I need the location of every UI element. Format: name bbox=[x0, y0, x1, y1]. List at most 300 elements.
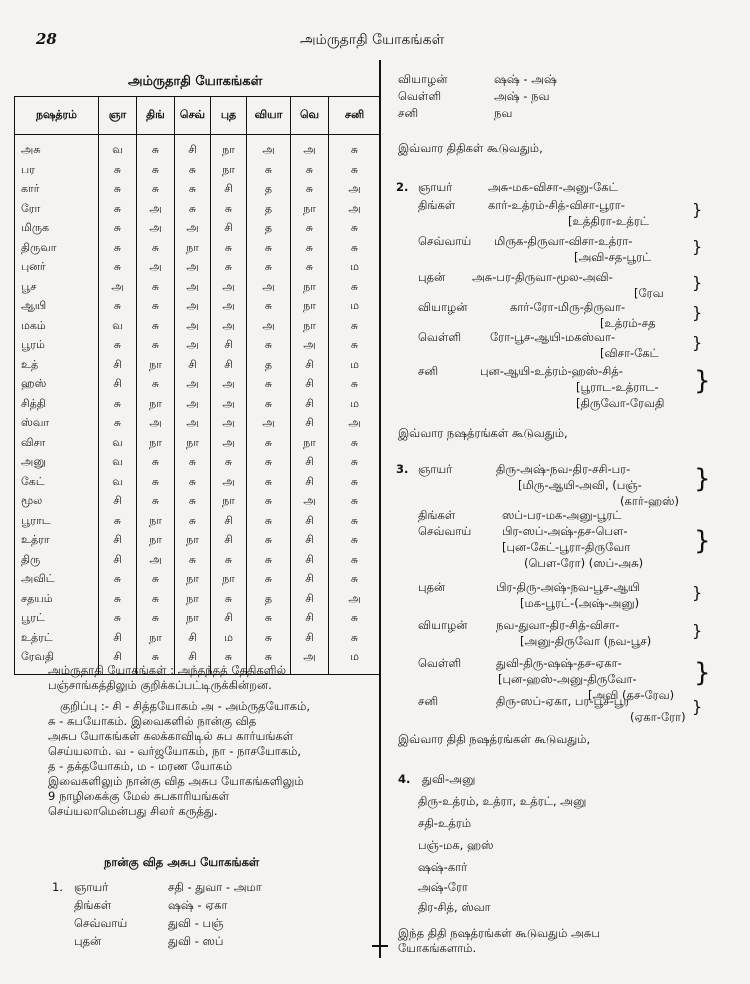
yoga-cell: சு bbox=[211, 590, 247, 610]
table-row bbox=[15, 395, 381, 415]
list3-value-cont: [அவி (தச-ரேவ) bbox=[588, 688, 675, 702]
yoga-cell: அ bbox=[247, 278, 291, 298]
yoga-cell: சு bbox=[137, 278, 175, 298]
table-row bbox=[15, 135, 381, 161]
yoga-cell: சு bbox=[137, 590, 175, 610]
brace: } bbox=[692, 333, 703, 352]
amrutadi-yoga-table bbox=[14, 96, 381, 675]
yoga-cell: சு bbox=[137, 570, 175, 590]
yoga-cell: த bbox=[247, 356, 291, 376]
yoga-cell: நா bbox=[175, 609, 211, 629]
nakshatra-cell: அவிட் bbox=[15, 570, 99, 590]
list3-value-cont: (கார்-ஹஸ்) bbox=[620, 494, 679, 508]
table-row bbox=[15, 590, 381, 610]
table-row bbox=[15, 551, 381, 571]
list2-value-cont: [திருவோ-ரேவதி bbox=[576, 396, 665, 410]
table-row bbox=[15, 570, 381, 590]
yoga-cell: சு bbox=[329, 473, 381, 493]
yoga-cell: சு bbox=[137, 609, 175, 629]
yoga-cell: சி bbox=[291, 590, 329, 610]
yoga-cell: சு bbox=[99, 609, 137, 629]
yoga-cell: சி bbox=[211, 219, 247, 239]
yoga-cell: சு bbox=[175, 161, 211, 181]
nakshatra-cell: சித்தி bbox=[15, 395, 99, 415]
list1-value: ஷஷ் - அஷ் bbox=[494, 72, 557, 86]
yoga-cell: ம bbox=[329, 297, 381, 317]
note-line-6: செய்யலாம். வ - வர்ஜயோகம், நா - நாசயோகம், bbox=[48, 744, 302, 758]
yoga-cell: சு bbox=[211, 258, 247, 278]
yoga-cell: அ bbox=[329, 200, 381, 220]
list2-day: வெள்ளி bbox=[418, 330, 462, 344]
section-title: நான்கு வித அசுப யோகங்கள் bbox=[104, 855, 260, 869]
yoga-cell: அ bbox=[137, 551, 175, 571]
yoga-cell: சு bbox=[247, 434, 291, 454]
yoga-cell: சி bbox=[291, 551, 329, 571]
list3-value-cont: [அனு-திருவோ (நவ-பூச) bbox=[520, 634, 652, 648]
table-row bbox=[15, 375, 381, 395]
yoga-cell: அ bbox=[329, 180, 381, 200]
list2-day: சனி bbox=[418, 364, 439, 378]
list4-line: திரு-உத்ரம், உத்ரா, உத்ரட், அனு bbox=[418, 794, 587, 808]
list2-value-cont: [உத்ரம்-சத bbox=[600, 316, 656, 330]
yoga-cell: அ bbox=[291, 492, 329, 512]
brace: } bbox=[692, 583, 703, 602]
nakshatra-cell: பர bbox=[15, 161, 99, 181]
yoga-cell: சு bbox=[99, 512, 137, 532]
yoga-cell: சு bbox=[329, 531, 381, 551]
yoga-cell: சு bbox=[137, 375, 175, 395]
table-row bbox=[15, 200, 381, 220]
list3-value: பிர-திரு-அஷ்-நவ-பூச-ஆயி bbox=[496, 580, 640, 594]
yoga-cell: சி bbox=[291, 453, 329, 473]
brace: } bbox=[692, 303, 703, 322]
nakshatra-cell: திருவா bbox=[15, 239, 99, 259]
yoga-cell: அ bbox=[99, 278, 137, 298]
nakshatra-cell: அசு bbox=[15, 135, 99, 161]
yoga-cell: சி bbox=[291, 473, 329, 493]
yoga-cell: சி bbox=[99, 648, 137, 674]
yoga-cell: சி bbox=[291, 570, 329, 590]
list3-day: சனி bbox=[418, 694, 439, 708]
yoga-cell: சு bbox=[247, 492, 291, 512]
yoga-cell: சு bbox=[99, 395, 137, 415]
yoga-cell: சு bbox=[137, 492, 175, 512]
yoga-cell: நா bbox=[175, 239, 211, 259]
note-line-2: பஞ்சாங்கத்திலும் குறிக்கப்பட்டிருக்கின்றன. bbox=[48, 678, 272, 692]
brace: } bbox=[692, 200, 703, 219]
yoga-cell: சு bbox=[247, 395, 291, 415]
yoga-cell: வ bbox=[99, 434, 137, 454]
column-divider-foot bbox=[372, 945, 388, 947]
yoga-cell: சு bbox=[329, 609, 381, 629]
yoga-cell: சு bbox=[329, 135, 381, 161]
yoga-cell: சு bbox=[247, 648, 291, 674]
yoga-cell: சு bbox=[329, 629, 381, 649]
table-row bbox=[15, 317, 381, 337]
yoga-cell: சு bbox=[329, 492, 381, 512]
yoga-cell: சு bbox=[329, 512, 381, 532]
list3-value: திரு-ஸப்-ஏகா, பர-பூச-பூர bbox=[496, 694, 630, 708]
yoga-cell: நா bbox=[291, 434, 329, 454]
yoga-cell: வ bbox=[99, 473, 137, 493]
brace: } bbox=[692, 237, 703, 256]
list2-day: செவ்வாய் bbox=[418, 234, 472, 248]
list2-value: ரோ-பூச-ஆயி-மகஸ்வா- bbox=[490, 330, 616, 344]
list1-value: சதி - துவா - அமா bbox=[168, 880, 262, 894]
yoga-cell: அ bbox=[211, 317, 247, 337]
yoga-cell: நா bbox=[211, 135, 247, 161]
yoga-cell: சு bbox=[137, 453, 175, 473]
list1-day: புதன் bbox=[74, 934, 102, 948]
yoga-cell: அ bbox=[291, 135, 329, 161]
yoga-cell: சு bbox=[247, 297, 291, 317]
yoga-cell: சு bbox=[137, 473, 175, 493]
yoga-cell: அ bbox=[291, 648, 329, 674]
yoga-cell: சு bbox=[247, 453, 291, 473]
yoga-cell: வ bbox=[99, 453, 137, 473]
yoga-cell: சி bbox=[175, 648, 211, 674]
yoga-cell: அ bbox=[211, 414, 247, 434]
yoga-cell: சு bbox=[247, 512, 291, 532]
yoga-cell: நா bbox=[211, 492, 247, 512]
yoga-cell: சு bbox=[137, 297, 175, 317]
yoga-cell: சி bbox=[99, 492, 137, 512]
yoga-cell: அ bbox=[175, 395, 211, 415]
yoga-cell: அ bbox=[137, 219, 175, 239]
list2-number: 2. bbox=[396, 180, 409, 194]
yoga-cell: சு bbox=[175, 200, 211, 220]
note-line-9: 9 நாழிகைக்கு மேல் சுபகாரியங்கள் bbox=[48, 789, 230, 803]
yoga-cell: சி bbox=[211, 512, 247, 532]
yoga-cell: வ bbox=[99, 135, 137, 161]
list3-day: ஞாயர் bbox=[418, 462, 453, 476]
yoga-cell: சி bbox=[99, 356, 137, 376]
yoga-cell: சு bbox=[329, 375, 381, 395]
yoga-cell: ம bbox=[329, 356, 381, 376]
yoga-cell: சு bbox=[211, 648, 247, 674]
yoga-cell: சு bbox=[137, 161, 175, 181]
yoga-cell: நா bbox=[291, 317, 329, 337]
nakshatra-cell: உத்ரட் bbox=[15, 629, 99, 649]
yoga-cell: அ bbox=[175, 219, 211, 239]
list3-value-cont: (ஏகா-ரோ) bbox=[630, 710, 686, 724]
yoga-cell: சு bbox=[175, 512, 211, 532]
yoga-cell: சு bbox=[175, 551, 211, 571]
table-row bbox=[15, 492, 381, 512]
yoga-cell: சி bbox=[291, 629, 329, 649]
list1-day: ஞாயர் bbox=[74, 880, 109, 894]
yoga-cell: சு bbox=[247, 375, 291, 395]
list3-day: வெள்ளி bbox=[418, 656, 462, 670]
nakshatra-cell: பூச bbox=[15, 278, 99, 298]
yoga-cell: அ bbox=[211, 297, 247, 317]
yoga-cell: சி bbox=[291, 512, 329, 532]
yoga-cell: த bbox=[247, 590, 291, 610]
table-row bbox=[15, 473, 381, 493]
list3-value-cont: [புன-ஹஸ்-அனு-திருவோ- bbox=[498, 672, 637, 686]
yoga-cell: சு bbox=[211, 453, 247, 473]
list3-value: துவி-திரு-ஷஷ்-தச-ஏகா- bbox=[496, 656, 622, 670]
yoga-cell: நா bbox=[175, 590, 211, 610]
list2-value-cont: [பூராட-உத்ராட- bbox=[576, 380, 659, 394]
table-row bbox=[15, 297, 381, 317]
nakshatra-cell: சதயம் bbox=[15, 590, 99, 610]
yoga-cell: ம bbox=[329, 648, 381, 674]
note-line-4: சு - சுபயோகம். இவைகளில் நான்கு வித bbox=[48, 714, 257, 728]
yoga-cell: சு bbox=[329, 434, 381, 454]
yoga-cell: நா bbox=[175, 570, 211, 590]
list3-day: செவ்வாய் bbox=[418, 524, 472, 538]
yoga-cell: சி bbox=[291, 395, 329, 415]
yoga-cell: சு bbox=[329, 551, 381, 571]
nakshatra-cell: மூல bbox=[15, 492, 99, 512]
yoga-cell: சு bbox=[211, 551, 247, 571]
yoga-cell: சு bbox=[291, 219, 329, 239]
yoga-cell: சு bbox=[99, 161, 137, 181]
list2-value-cont: [ரேவ bbox=[634, 286, 664, 300]
note-line-1: அம்ருதாதி யோகங்கள் : அந்தந்தத் தேதிகளில் bbox=[48, 663, 287, 677]
list1-value: துவி - ஸப் bbox=[168, 934, 224, 948]
yoga-cell: சு bbox=[211, 239, 247, 259]
list1-day: திங்கள் bbox=[74, 898, 112, 912]
yoga-cell: நா bbox=[211, 161, 247, 181]
yoga-cell: அ bbox=[247, 135, 291, 161]
list3-value-cont: [மக-பூரட்-(அஷ்-அனு) bbox=[520, 596, 640, 610]
table-header-row bbox=[15, 97, 381, 135]
yoga-cell: சு bbox=[329, 161, 381, 181]
yoga-cell: த bbox=[247, 200, 291, 220]
yoga-cell: சி bbox=[175, 629, 211, 649]
list1-day: சனி bbox=[398, 106, 419, 120]
list1-value: அஷ் - நவ bbox=[494, 89, 550, 103]
table-row bbox=[15, 219, 381, 239]
list2-footer: இவ்வார நஷத்ரங்கள் கூடுவதும், bbox=[398, 426, 568, 440]
list3-value-cont: [புன-கேட்-பூரா-திருவோ bbox=[502, 540, 631, 554]
yoga-cell: அ bbox=[247, 414, 291, 434]
yoga-cell: சு bbox=[99, 258, 137, 278]
yoga-cell: சு bbox=[247, 336, 291, 356]
yoga-cell: சி bbox=[99, 629, 137, 649]
page-number: 28 bbox=[36, 30, 57, 48]
note-line-3: குறிப்பு :- சி - சித்தயோகம் அ - அம்ருதயோகம், bbox=[60, 699, 310, 713]
list2-value: கார்-உத்ரம்-சித்-விசா-பூரா- bbox=[488, 198, 625, 212]
yoga-cell: சி bbox=[291, 531, 329, 551]
yoga-cell: அ bbox=[137, 414, 175, 434]
yoga-cell: சு bbox=[99, 570, 137, 590]
list2-day: ஞாயர் bbox=[418, 180, 453, 194]
nakshatra-cell: கேட் bbox=[15, 473, 99, 493]
list1-day: வெள்ளி bbox=[398, 89, 442, 103]
list1-value: நவ bbox=[494, 106, 513, 120]
yoga-cell: சி bbox=[211, 609, 247, 629]
yoga-cell: ம bbox=[211, 629, 247, 649]
table-row bbox=[15, 356, 381, 376]
table-row bbox=[15, 609, 381, 629]
nakshatra-cell: விசா bbox=[15, 434, 99, 454]
list2-day: வியாழன் bbox=[418, 300, 468, 314]
column-header: வெ bbox=[291, 97, 329, 135]
note-line-5: அசுப யோகங்கள் கலக்காவிடில் சுப கார்யங்கள் bbox=[48, 729, 294, 743]
yoga-cell: சு bbox=[247, 629, 291, 649]
yoga-cell: நா bbox=[137, 395, 175, 415]
yoga-cell: அ bbox=[137, 258, 175, 278]
yoga-cell: சி bbox=[175, 356, 211, 376]
yoga-cell: சி bbox=[211, 531, 247, 551]
nakshatra-cell: உத்ரா bbox=[15, 531, 99, 551]
yoga-cell: அ bbox=[175, 278, 211, 298]
list4-number: 4. bbox=[398, 772, 411, 786]
yoga-cell: சு bbox=[247, 473, 291, 493]
yoga-cell: அ bbox=[175, 336, 211, 356]
column-header: வியா bbox=[247, 97, 291, 135]
nakshatra-cell: அனு bbox=[15, 453, 99, 473]
column-header: ஞா bbox=[99, 97, 137, 135]
column-header: புத bbox=[211, 97, 247, 135]
yoga-cell: சி bbox=[291, 356, 329, 376]
yoga-cell: சு bbox=[99, 239, 137, 259]
table-row bbox=[15, 453, 381, 473]
nakshatra-cell: ஹஸ் bbox=[15, 375, 99, 395]
nakshatra-cell: ஸ்வா bbox=[15, 414, 99, 434]
yoga-cell: நா bbox=[211, 570, 247, 590]
yoga-cell: சு bbox=[329, 239, 381, 259]
list3-number: 3. bbox=[396, 462, 409, 476]
yoga-cell: சு bbox=[291, 180, 329, 200]
yoga-cell: சு bbox=[99, 219, 137, 239]
nakshatra-cell: ரேவதி bbox=[15, 648, 99, 674]
list2-value-cont: [உத்திரா-உத்ரட் bbox=[568, 214, 649, 228]
nakshatra-cell: மகம் bbox=[15, 317, 99, 337]
yoga-cell: அ bbox=[211, 434, 247, 454]
yoga-cell: அ bbox=[329, 590, 381, 610]
yoga-cell: சு bbox=[329, 317, 381, 337]
yoga-cell: சு bbox=[291, 258, 329, 278]
nakshatra-cell: பூராட bbox=[15, 512, 99, 532]
yoga-cell: அ bbox=[137, 200, 175, 220]
yoga-cell: அ bbox=[175, 375, 211, 395]
list3-value: ஸப்-பர-மக-அனு-பூரட் bbox=[502, 508, 622, 522]
yoga-cell: சு bbox=[99, 297, 137, 317]
note-line-7: த - தக்தயோகம், ம - மரண யோகம் bbox=[48, 759, 233, 773]
list1-day: செவ்வாய் bbox=[74, 916, 128, 930]
table-title: அம்ருதாதி யோகங்கள் bbox=[128, 74, 263, 89]
yoga-cell: நா bbox=[137, 434, 175, 454]
yoga-cell: நா bbox=[137, 629, 175, 649]
running-head: அம்ருதாதி யோகங்கள் bbox=[300, 32, 445, 48]
table-row bbox=[15, 161, 381, 181]
yoga-cell: சி bbox=[99, 375, 137, 395]
yoga-cell: சு bbox=[329, 278, 381, 298]
yoga-cell: சு bbox=[247, 551, 291, 571]
yoga-cell: அ bbox=[211, 375, 247, 395]
yoga-cell: அ bbox=[247, 317, 291, 337]
yoga-cell: த bbox=[247, 180, 291, 200]
brace: } bbox=[694, 658, 711, 688]
yoga-cell: சி bbox=[99, 551, 137, 571]
list2-day: புதன் bbox=[418, 270, 446, 284]
table-row bbox=[15, 239, 381, 259]
list1-footer: இவ்வார திதிகள் கூடுவதும், bbox=[398, 141, 543, 155]
yoga-cell: சி bbox=[211, 180, 247, 200]
yoga-cell: சு bbox=[99, 180, 137, 200]
yoga-cell: சு bbox=[99, 414, 137, 434]
list2-value: அசு-பர-திருவா-மூல-அவி- bbox=[472, 270, 613, 284]
list1-value: துவி - பஞ் bbox=[168, 916, 224, 930]
yoga-cell: சு bbox=[211, 200, 247, 220]
list3-day: திங்கள் bbox=[418, 508, 456, 522]
list3-value: பிர-ஸப்-அஷ்-தச-பௌ- bbox=[502, 524, 628, 538]
yoga-cell: நா bbox=[175, 531, 211, 551]
yoga-cell: அ bbox=[211, 473, 247, 493]
yoga-cell: சு bbox=[175, 180, 211, 200]
brace: } bbox=[694, 464, 711, 494]
yoga-cell: வ bbox=[99, 317, 137, 337]
yoga-cell: நா bbox=[137, 531, 175, 551]
yoga-cell: அ bbox=[329, 414, 381, 434]
brace: } bbox=[694, 366, 711, 396]
list3-value-cont: (பௌ-ரோ) (ஸப்-அசு) bbox=[524, 556, 644, 570]
table-row bbox=[15, 629, 381, 649]
yoga-cell: சி bbox=[175, 135, 211, 161]
list2-value: அசு-மக-விசா-அனு-கேட் bbox=[488, 180, 618, 194]
yoga-cell: ம bbox=[329, 258, 381, 278]
list1-number: 1. bbox=[52, 880, 63, 894]
yoga-cell: சு bbox=[99, 200, 137, 220]
yoga-cell: சு bbox=[291, 239, 329, 259]
yoga-cell: சு bbox=[137, 336, 175, 356]
brace: } bbox=[694, 526, 711, 556]
list3-value-cont: [மிரு-ஆயி-அவி, (பஞ்- bbox=[518, 478, 642, 492]
list4-footer: யோகங்களாம். bbox=[398, 941, 477, 955]
list2-value: கார்-ரோ-மிரு-திருவா- bbox=[510, 300, 626, 314]
yoga-cell: சு bbox=[291, 161, 329, 181]
yoga-cell: சு bbox=[247, 609, 291, 629]
yoga-cell: சு bbox=[247, 258, 291, 278]
note-line-10: செய்யலாமென்பது சிலர் கருத்து. bbox=[48, 804, 218, 818]
list2-value-cont: [விசா-கேட் bbox=[600, 346, 659, 360]
nakshatra-cell: பூரட் bbox=[15, 609, 99, 629]
table-row bbox=[15, 414, 381, 434]
nakshatra-cell: திரு bbox=[15, 551, 99, 571]
list3-day: புதன் bbox=[418, 580, 446, 594]
list3-footer: இவ்வார திதி நஷத்ரங்கள் கூடுவதும், bbox=[398, 732, 591, 746]
nakshatra-cell: ரோ bbox=[15, 200, 99, 220]
yoga-cell: சு bbox=[175, 492, 211, 512]
list2-day: திங்கள் bbox=[418, 198, 456, 212]
yoga-cell: சு bbox=[329, 570, 381, 590]
yoga-cell: அ bbox=[175, 297, 211, 317]
yoga-cell: சி bbox=[291, 414, 329, 434]
yoga-cell: சு bbox=[137, 135, 175, 161]
list4-line: பஞ்-மக, ஹஸ் bbox=[418, 838, 494, 852]
yoga-cell: த bbox=[247, 219, 291, 239]
list3-value: நவ-துவா-திர-சித்-விசா- bbox=[496, 618, 620, 632]
yoga-cell: சு bbox=[175, 473, 211, 493]
list1-day: வியாழன் bbox=[398, 72, 448, 86]
nakshatra-cell: கார் bbox=[15, 180, 99, 200]
yoga-cell: சு bbox=[329, 336, 381, 356]
table-row bbox=[15, 512, 381, 532]
yoga-cell: அ bbox=[211, 395, 247, 415]
list4-line: சதி-உத்ரம் bbox=[418, 816, 472, 830]
brace: } bbox=[692, 697, 703, 716]
yoga-cell: சு bbox=[99, 590, 137, 610]
yoga-cell: நா bbox=[291, 200, 329, 220]
list3-day: வியாழன் bbox=[418, 618, 468, 632]
yoga-cell: சி bbox=[99, 531, 137, 551]
list2-value-cont: [அவி-சத-பூரட் bbox=[574, 250, 652, 264]
yoga-cell: சு bbox=[329, 453, 381, 473]
